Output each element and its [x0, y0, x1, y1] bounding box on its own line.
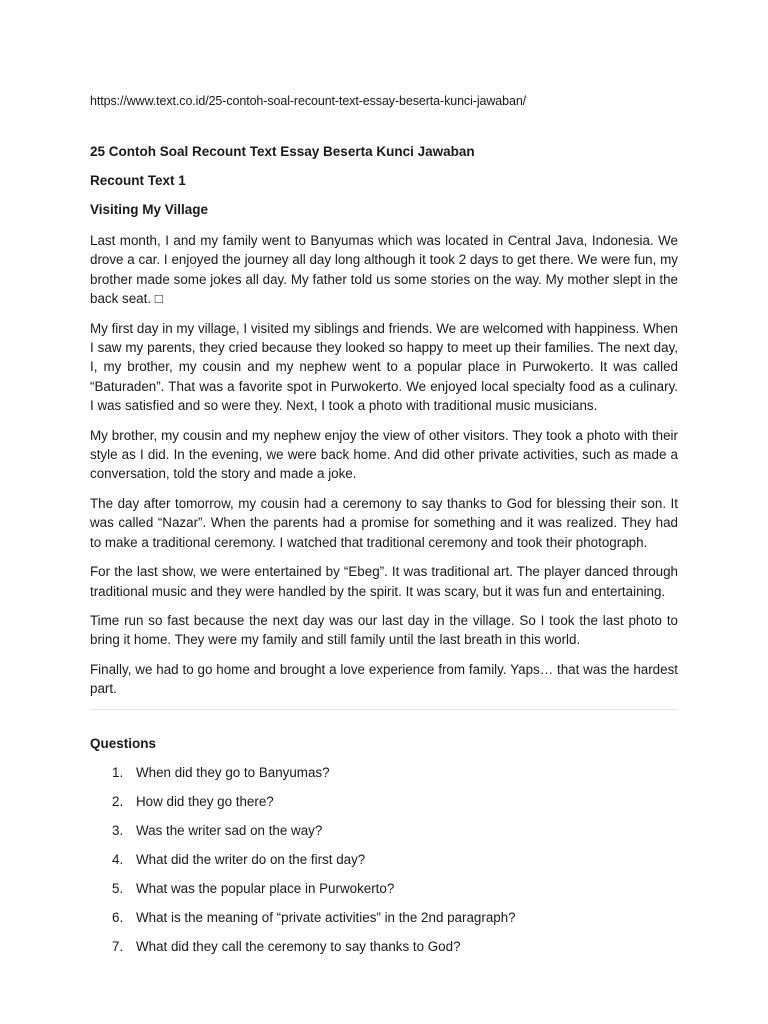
question-text: What is the meaning of “private activities” in the 2nd paragraph? [136, 909, 516, 925]
question-number: 2. [112, 793, 124, 809]
paragraph: Last month, I and my family went to Banyumas which was located in Central Java, Indonesia. We drove a car. I enjoyed the journey all day long although it took 2 days to get there. We were fun, my brother made some jokes all day. My father told us some stories on the way. My mother slept in the back seat. □ [90, 233, 678, 307]
divider [90, 709, 678, 710]
question-text: What was the popular place in Purwokerto? [136, 880, 395, 896]
list-item [112, 879, 678, 898]
questions-heading: Questions [90, 735, 157, 751]
section-label: Recount Text 1 [90, 173, 186, 188]
question-number: 4. [112, 851, 124, 867]
list-item [112, 850, 678, 869]
question-number: 6. [112, 909, 124, 925]
question-text: How did they go there? [136, 793, 274, 809]
question-text: Was the writer sad on the way? [136, 822, 323, 838]
paragraph: My brother, my cousin and my nephew enjoy the view of other visitors. They took a photo with their style as I did. In the evening, we were back home. And did other private activities, such as made a conversation, told the story and made a joke. [90, 427, 678, 482]
list-item [112, 821, 678, 840]
paragraph: My first day in my village, I visited my siblings and friends. We are welcomed with happiness. When I saw my parents, they cried because they looked so happy to meet up their families. The next day, I, my brother, my cousin and my nephew went to a popular place in Purwokerto. It was called “Baturaden”. That was a favorite spot in Purwokerto. We enjoyed local specialty food as a culinary. I was satisfied and so were they. Next, I took a photo with traditional music musicians. [90, 320, 678, 414]
question-number: 7. [112, 938, 124, 954]
question-number: 3. [112, 822, 124, 838]
paragraph: For the last show, we were entertained by “Ebeg”. It was traditional art. The player danced through traditional music and they were handled by the spirit. It was scary, but it was fun and entertaining. [90, 564, 678, 599]
paragraph: Time run so fast because the next day was our last day in the village. So I took the last photo to bring it home. They were my family and still family until the last breath in this world. [90, 612, 678, 648]
question-number: 5. [112, 880, 124, 896]
list-item [112, 792, 678, 811]
list-item [112, 763, 678, 782]
story-title: Visiting My Village [90, 202, 209, 217]
question-text: What did they call the ceremony to say thanks to God? [136, 938, 461, 954]
story-body [90, 231, 678, 699]
question-text: What did the writer do on the first day? [136, 851, 366, 867]
paragraph: Finally, we had to go home and brought a love experience from family. Yaps… that was the hardest part. [90, 661, 678, 697]
questions-list [90, 763, 678, 956]
question-number: 1. [112, 764, 124, 780]
list-item [112, 937, 678, 956]
source-url: https://www.text.co.id/25-contoh-soal-recount-text-essay-beserta-kunci-jawaban/ [90, 94, 527, 108]
list-item [112, 908, 678, 927]
paragraph: The day after tomorrow, my cousin had a ceremony to say thanks to God for blessing their son. It was called “Nazar”. When the parents had a promise for something and it was realized. They had to make a traditional ceremony. I watched that traditional ceremony and took their photograph. [90, 495, 678, 550]
question-text: When did they go to Banyumas? [136, 764, 330, 780]
page-title: 25 Contoh Soal Recount Text Essay Beserta Kunci Jawaban [90, 144, 475, 159]
